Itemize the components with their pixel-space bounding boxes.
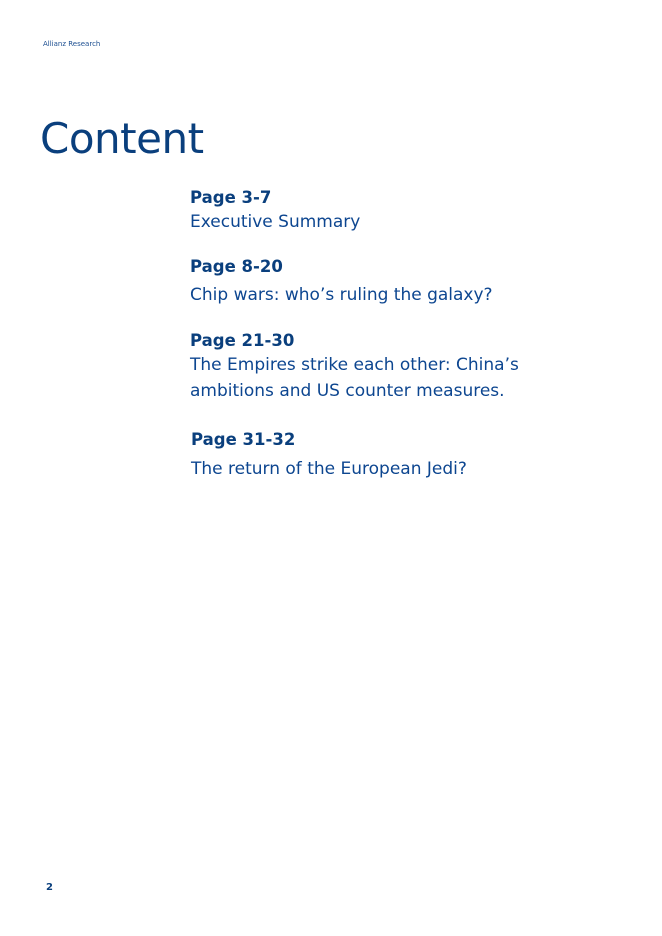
toc-section-title: Chip wars: who’s ruling the galaxy? <box>190 285 493 305</box>
toc-page-range: Page 3-7 <box>190 188 272 207</box>
toc-page-range: Page 8-20 <box>190 257 283 276</box>
page-title: Content <box>40 114 204 163</box>
toc-section-title: Executive Summary <box>190 212 361 232</box>
toc-page-range: Page 21-30 <box>190 331 295 350</box>
toc-section-title-line: ambitions and US counter measures. <box>190 381 505 401</box>
toc-entry <box>191 430 631 482</box>
toc-entry <box>190 257 630 308</box>
page-number: 2 <box>46 882 53 893</box>
toc-section-title-line: The Empires strike each other: China’s <box>190 355 519 375</box>
toc-page-range: Page 31-32 <box>191 430 296 449</box>
toc-entry <box>190 331 630 404</box>
toc-entry <box>190 188 630 235</box>
running-header: Allianz Research <box>43 40 101 48</box>
toc-section-title: The return of the European Jedi? <box>191 459 467 479</box>
toc-section-title <box>190 352 630 404</box>
